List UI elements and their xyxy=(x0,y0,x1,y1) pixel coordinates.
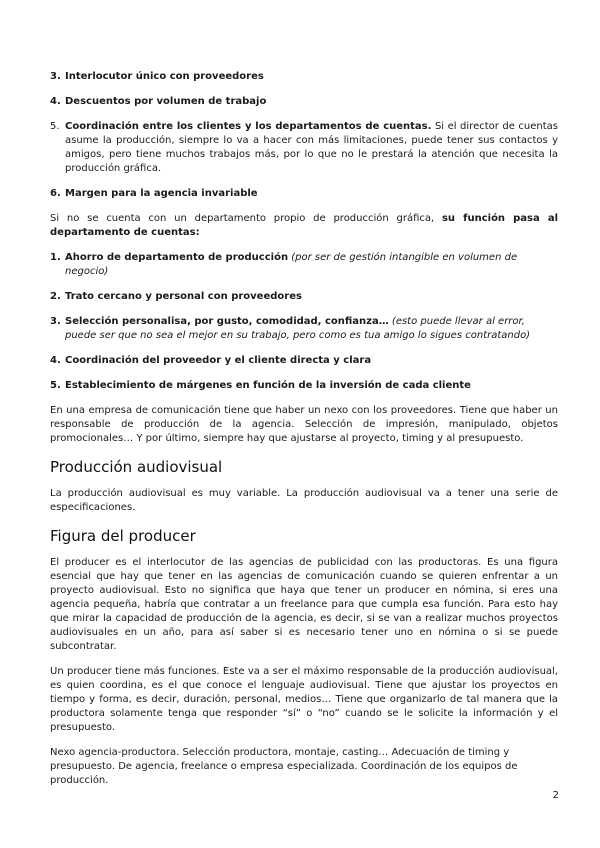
list-item-bold: Establecimiento de márgenes en función de la inversión de cada cliente xyxy=(65,380,471,391)
list-number: 4. xyxy=(50,96,61,107)
heading-figura-producer: Figura del producer xyxy=(50,527,196,545)
document-body xyxy=(50,70,558,799)
list-item xyxy=(50,379,558,393)
list-item-bold: Ahorro de departamento de producción xyxy=(65,252,289,263)
list-number: 6. xyxy=(50,188,61,199)
heading-produccion-audiovisual: Producción audiovisual xyxy=(50,458,223,476)
intro-paragraph xyxy=(50,212,558,240)
paragraph-producer-2: Un producer tiene más funciones. Este va a ser el máximo responsable de la producción audiovisual, es quien coordina, es el que conoce el lenguaje audiovisual. Tiene que ajustar los proyectos en tiempo y forma, es decir, duración, personal, medios… Tiene que organizarlo de tal manera que la productora solamente tenga que responder “sí” o “no” cuando se le solicite la información y el presupuesto. xyxy=(50,666,558,733)
list-item-bold: Coordinación del proveedor y el cliente directa y clara xyxy=(65,355,372,366)
list-item-bold: Interlocutor único con proveedores xyxy=(65,71,264,82)
list-item-bold: Selección personalisa, por gusto, comodidad, confianza… xyxy=(65,316,389,327)
paragraph-nexo: Nexo agencia-productora. Selección productora, montaje, casting… Adecuación de timing y presupuesto. De agencia, freelance o empresa especializada. Coordinación de los equipos de producción. xyxy=(50,747,518,786)
list-number: 3. xyxy=(50,316,61,327)
list-item-bold: Descuentos por volumen de trabajo xyxy=(65,96,267,107)
paragraph-audiovisual: La producción audiovisual es muy variable. La producción audiovisual va a tener una serie de especificaciones. xyxy=(50,488,558,513)
list-number: 3. xyxy=(50,71,61,82)
list-item xyxy=(50,290,558,304)
paragraph-producer-1: El producer es el interlocutor de las agencias de publicidad con las productoras. Es una figura esencial que hay que tener en las agencias de comunicación cuando se quieren enfrentar a un proyecto audiovisual. Esto no significa que haya que tener un producer en nómina, si eres una agencia pequeña, habría que contratar a un freelance para que cumpla esa función. Para esto hay que mirar la capacidad de producción de la agencia, es decir, si se van a realizar muchos proyectos audiovisuales en un año, para así saber si es necesario tener uno en nómina o si se puede subcontratar. xyxy=(50,557,558,652)
list-number: 4. xyxy=(50,355,61,366)
list-number: 5. xyxy=(50,121,60,132)
list-item-bold: Coordinación entre los clientes y los departamentos de cuentas. xyxy=(65,121,432,132)
page-number: 2 xyxy=(552,790,559,801)
list-item xyxy=(50,70,558,84)
list-item xyxy=(50,120,558,176)
list-item-text: Si el director de cuentas asume la producción, siempre lo va a hacer con más limitaciones, puede tener sus contactos y amigos, pero tiene muchos trabajos más, por lo que no le prestará la atención que necesita la producción gráfica. xyxy=(65,121,558,174)
list-item-italic: (por ser de gestión intangible en volumen de negocio) xyxy=(65,252,518,277)
list-item xyxy=(50,95,558,109)
list-number: 5. xyxy=(50,380,61,391)
paragraph-empresa: En una empresa de comunicación tiene que haber un nexo con los proveedores. Tiene que haber un responsable de producción de la agencia. Selección de impresión, manipulado, objetos promocionales… Y por último, siempre hay que ajustarse al proyecto, timing y al presupuesto. xyxy=(50,405,558,444)
list-item-bold: Margen para la agencia invariable xyxy=(65,188,258,199)
list-item xyxy=(50,354,558,368)
list-item xyxy=(50,315,558,343)
intro-text: Si no se cuenta con un departamento propio de producción gráfica, xyxy=(50,213,442,224)
list-number: 1. xyxy=(50,252,61,263)
list-item-italic: (esto puede llevar al error, puede ser que no sea el mejor en su trabajo, pero como es tua amigo lo sigues contratando) xyxy=(65,316,531,341)
list-item-bold: Trato cercano y personal con proveedores xyxy=(65,291,302,302)
list-item xyxy=(50,187,558,201)
list-number: 2. xyxy=(50,291,61,302)
list-item xyxy=(50,251,558,279)
intro-bold: su función pasa al departamento de cuentas: xyxy=(50,213,558,238)
